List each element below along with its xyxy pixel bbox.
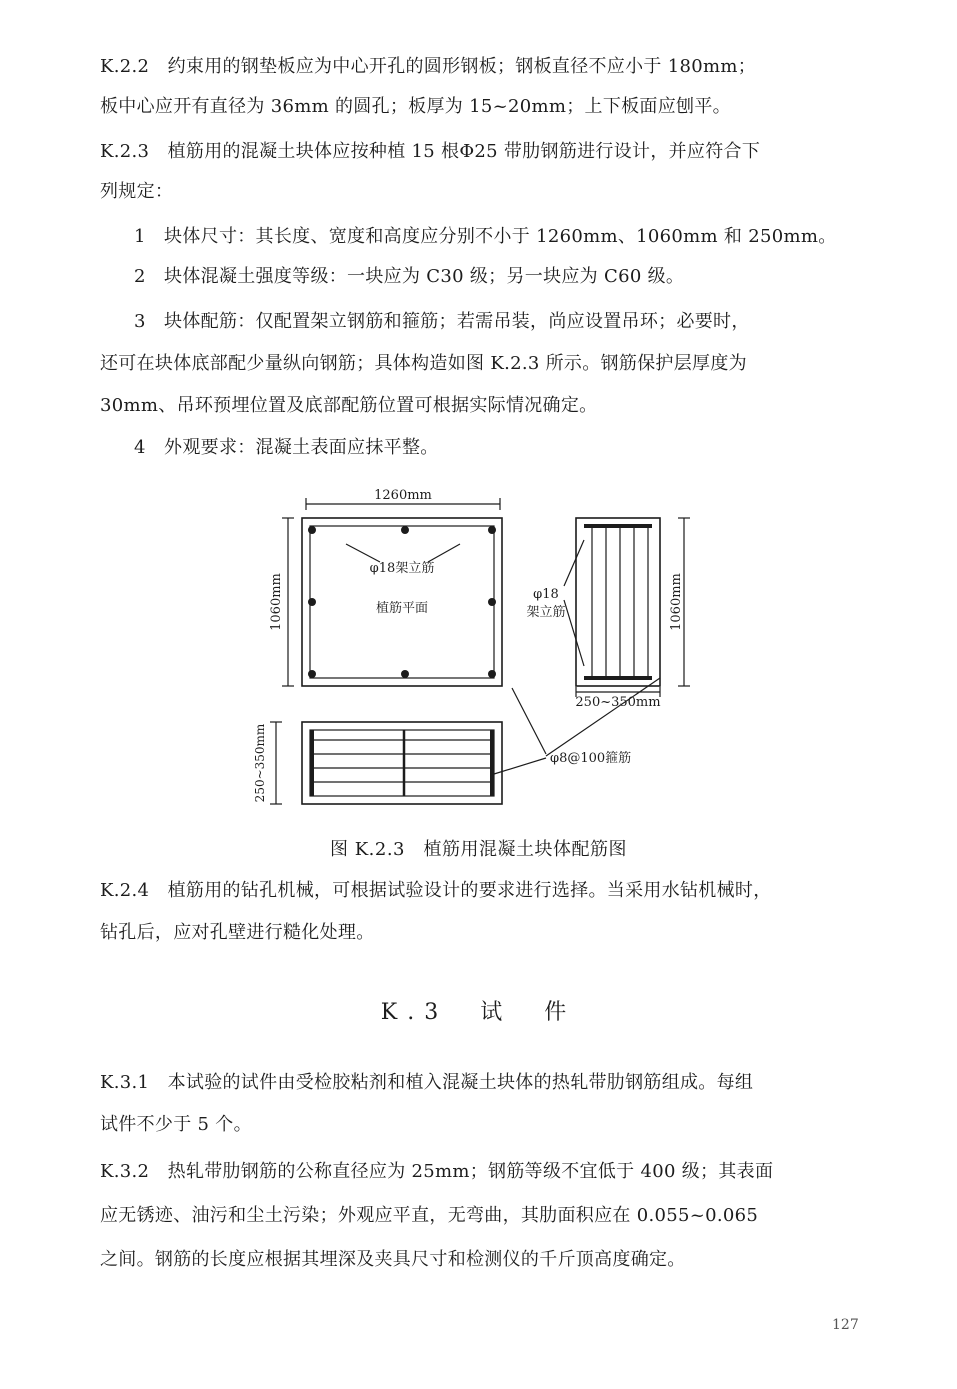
page-number: 127 <box>832 1317 859 1333</box>
para-k32-line3: 之间。钢筋的长度应根据其埋深及夹具尺寸和检测仪的千斤顶高度确定。 <box>100 1249 686 1270</box>
para-k22-line2: 板中心应开有直径为 36mm 的圆孔；板厚为 15~20mm；上下板面应刨平。 <box>100 96 731 117</box>
para-k23-line1: K.2.3 植筋用的混凝土块体应按种植 15 根Φ25 带肋钢筋进行设计，并应符合下 <box>100 141 761 162</box>
para-k32-line2: 应无锈迹、油污和尘土污染；外观应平直，无弯曲，其肋面积应在 0.055~0.065 <box>100 1205 759 1226</box>
para-k24-line2: 钻孔后，应对孔壁进行糙化处理。 <box>100 922 375 943</box>
list-item-3-line1: 3 块体配筋：仅配置架立钢筋和箍筋；若需吊装，尚应设置吊环；必要时， <box>134 311 750 332</box>
list-item-4: 4 外观要求：混凝土表面应抹平整。 <box>134 437 439 458</box>
list-item-1: 1 块体尺寸：其长度、宽度和高度应分别不小于 1260mm、1060mm 和 250mm。 <box>134 226 837 247</box>
para-k31-line1: K.3.1 本试验的试件由受检胶粘剂和植入混凝土块体的热轧带肋钢筋组成。每组 <box>100 1072 754 1093</box>
para-k22-line1: K.2.2 约束用的钢垫板应为中心开孔的圆形钢板；钢板直径不应小于 180mm； <box>100 56 757 77</box>
dim-height-side-label: 250~350mm <box>575 695 661 710</box>
dim-width-label: 1060mm <box>269 573 284 631</box>
rebar-side-label-1: φ18 <box>533 587 559 602</box>
figure-caption: 图 K.2.3 植筋用混凝土块体配筋图 <box>329 839 627 860</box>
list-item-2: 2 块体混凝土强度等级：一块应为 C30 级；另一块应为 C60 级。 <box>134 266 685 287</box>
para-k24-line1: K.2.4 植筋用的钻孔机械，可根据试验设计的要求进行选择。当采用水钻机械时， <box>100 880 772 901</box>
rebar-diagram <box>250 478 710 828</box>
rebar-plan-label: φ18架立筋 <box>369 561 435 576</box>
para-k32-line1: K.3.2 热轧带肋钢筋的公称直径应为 25mm；钢筋等级不宜低于 400 级；其表面 <box>100 1161 774 1182</box>
dim-length-label: 1260mm <box>374 488 432 503</box>
list-item-3-line3: 30mm、吊环预埋位置及底部配筋位置可根据实际情况确定。 <box>100 395 598 416</box>
dim-height-elevation-label: 250~350mm <box>253 723 267 803</box>
list-item-3-line2: 还可在块体底部配少量纵向钢筋；具体构造如图 K.2.3 所示。钢筋保护层厚度为 <box>100 353 747 374</box>
section-heading: K.3 试 件 <box>380 1000 577 1025</box>
para-k31-line2: 试件不少于 5 个。 <box>100 1114 252 1135</box>
dim-width-side-label: 1060mm <box>669 573 684 631</box>
para-k23-line2: 列规定： <box>100 181 174 202</box>
rebar-side-label-2: 架立筋 <box>526 605 566 620</box>
stirrup-label: φ8@100箍筋 <box>550 751 632 766</box>
plan-label: 植筋平面 <box>375 601 429 616</box>
